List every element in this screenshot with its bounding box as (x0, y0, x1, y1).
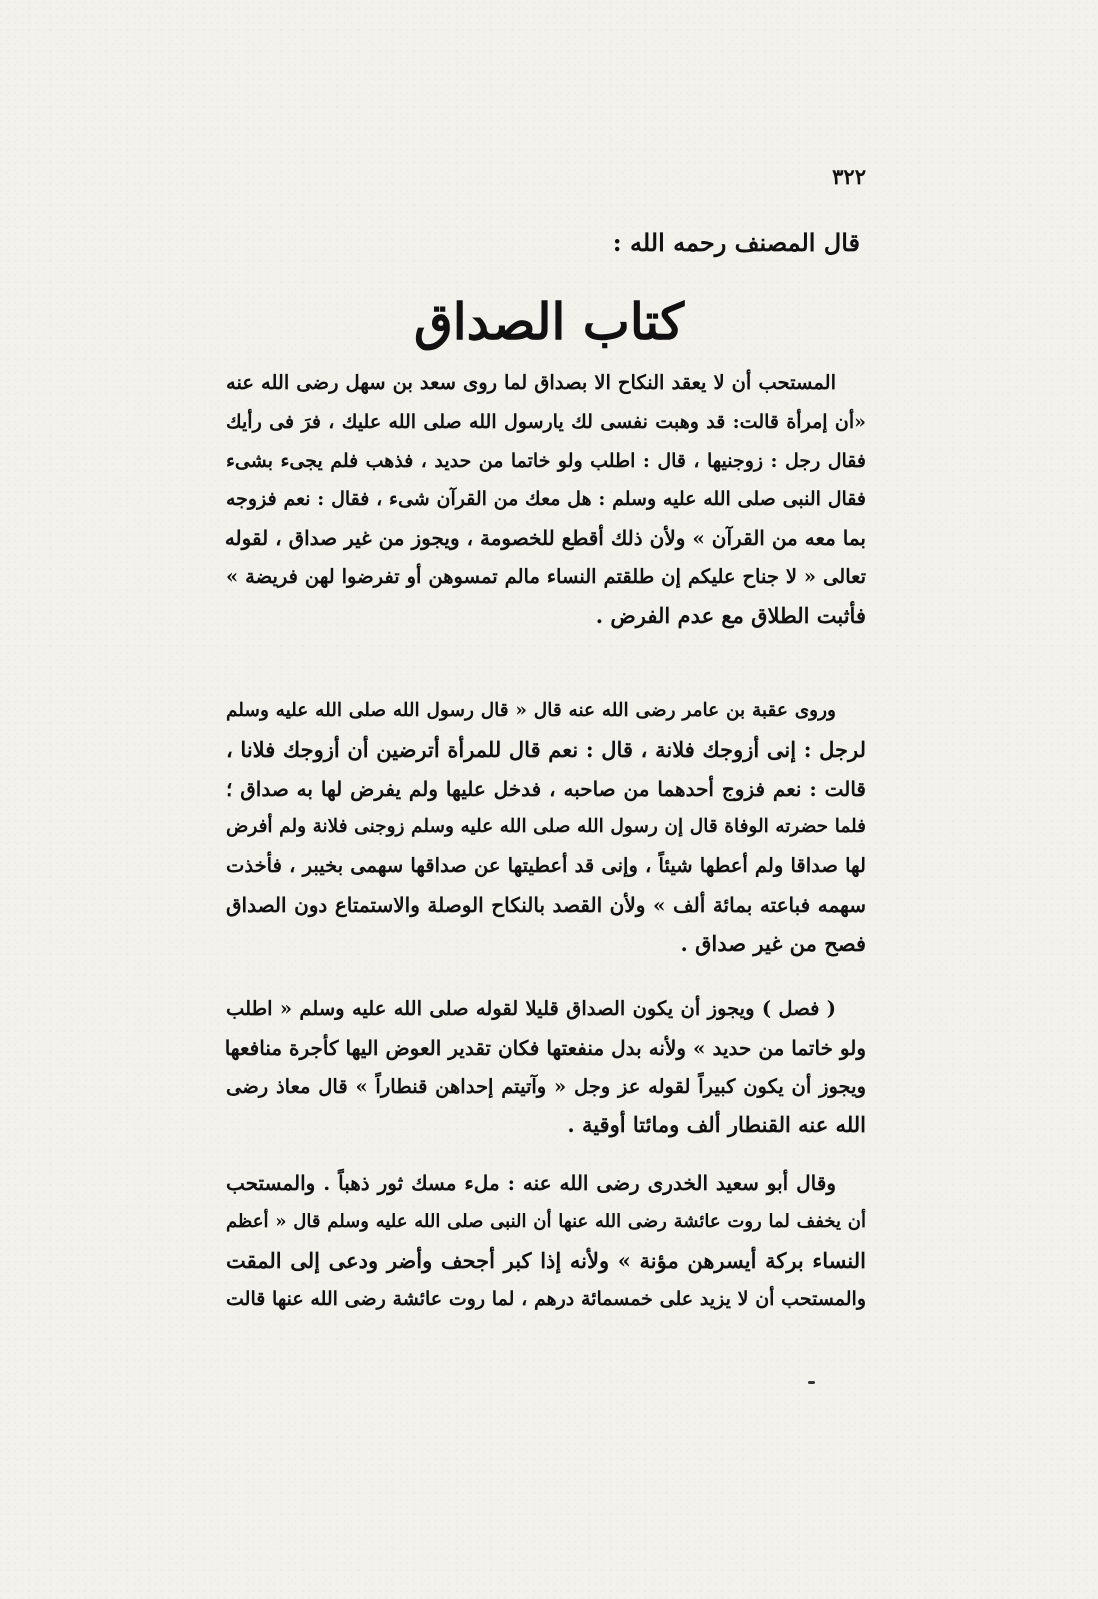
ink-spot (808, 1381, 815, 1384)
text-line: المستحب أن لا يعقد النكاح الا بصداق لما روى سعد بن سهل رضى الله عنه (226, 371, 836, 394)
text-line: سهمه فباعته بمائة ألف » ولأن القصد بالنكاح الوصلة والاستمتاع دون الصداق (226, 892, 866, 917)
text-line: «أن إمرأة قالت: قد وهبت نفسى لك يارسول الله صلى الله عليك ، فرَ فى رأيك (226, 410, 866, 433)
text-line: لها صداقا ولم أعطها شيئاً ، وإنى قد أعطيتها عن صداقها سهمى بخيبر ، فأخذت (226, 854, 866, 878)
text-line: وروى عقبة بن عامر رضى الله عنه قال « قال رسول الله صلى الله عليه وسلم (226, 700, 836, 721)
text-line: تعالى « لا جناح عليكم إن طلقتم النساء مالم تمسوهن أو تفرضوا لهن فريضة » (226, 564, 866, 588)
author-line: قال المصنف رحمه الله : (612, 228, 860, 257)
text-line: الله عنه القنطار ألف ومائتا أوقية . (567, 1112, 866, 1138)
text-line: فصح من غير صداق . (680, 930, 866, 956)
text-line: والمستحب أن لا يزيد على خمسمائة درهم ، لما روت عائشة رضى الله عنها قالت (226, 1288, 866, 1311)
chapter-title: كتاب الصداق (413, 292, 685, 351)
text-line: وقال أبو سعيد الخدرى رضى الله عنه : ملء مسك ثور ذهباً . والمستحب (226, 1171, 836, 1195)
paragraph-3 (226, 990, 866, 1145)
paragraph-1 (226, 364, 866, 636)
text-line: فقال رجل : زوجنيها ، قال : اطلب ولو خاتما من حديد ، فذهب فلم يجىء بشىء (226, 449, 866, 472)
text-line: ( فصل ) ويجوز أن يكون الصداق قليلا لقوله صلى الله عليه وسلم « اطلب (226, 997, 836, 1020)
paragraph-2 (226, 692, 866, 964)
paragraph-4 (226, 1164, 866, 1319)
text-line: فلما حضرته الوفاة قال إن رسول الله صلى الله عليه وسلم زوجنى فلانة ولم أفرض (226, 816, 866, 838)
text-line: فأثبت الطلاق مع عدم الفرض . (595, 602, 866, 628)
text-line: ويجوز أن يكون كبيراً لقوله عز وجل « وآتيتم إحداهن قنطاراً » قال معاذ رضى (226, 1074, 866, 1098)
text-line: أن يخفف لما روت عائشة رضى الله عنها أن النبى صلى الله عليه وسلم قال « أعظم (226, 1210, 866, 1232)
text-line: ولو خاتما من حديد » ولأنه بدل منفعتها فكان تقدير العوض اليها كأجرة منافعها (224, 1035, 866, 1060)
text-line: فقال النبى صلى الله عليه وسلم : هل معك من القرآن شىء ، فقال : نعم فزوجه (226, 488, 866, 511)
text-line: النساء بركة أيسرهن مؤنة » ولأنه إذا كبر أجحف وأضر ودعى إلى المقت (226, 1247, 866, 1273)
page-number: ٣٢٢ (832, 164, 866, 189)
text-line: قالت : نعم فزوج أحدهما من صاحبه ، فدخل عليها ولم يفرض لها به صداق ؛ (226, 776, 866, 801)
text-line: بما معه من القرآن » ولأن ذلك أقطع للخصومة ، ويجوز من غير صداق ، لقوله (224, 526, 866, 551)
text-line: لرجل : إنى أزوجك فلانة ، قال : نعم قال للمرأة أترضين أن أزوجك فلانا ، (226, 736, 866, 762)
